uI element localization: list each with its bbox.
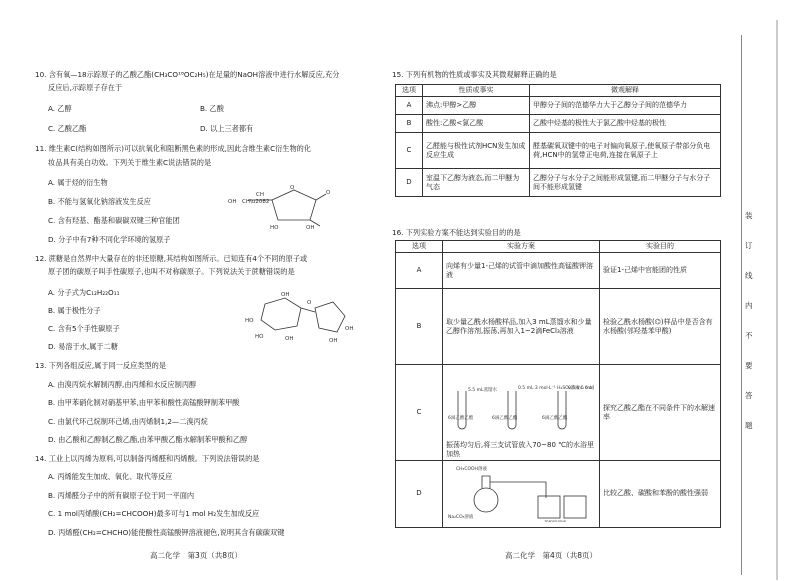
seal-line xyxy=(776,20,778,580)
q15-row-b-exp: 乙酸中烃基的极性大于氯乙酸中烃基的极性 xyxy=(530,115,721,133)
q15-row-d-fact: 室温下乙醇为液态,而二甲醚为气态 xyxy=(423,169,530,197)
q16-row-c-option: C xyxy=(396,365,443,461)
q16-row-d-goal: 比较乙酸、碳酸和苯酚的酸性强弱 xyxy=(600,461,721,527)
q15-row-c-exp: 醛基碳氧双键中的电子对偏向氧原子,使氧原子带部分负电荷,HCN中的氢带正电荷,连接在氧原子上 xyxy=(530,133,721,169)
q14-option-d: D. 丙烯醛(CH₂=CHCHO)能使酸性高锰酸钾溶液褪色,说明其含有碳碳双键 xyxy=(48,528,285,537)
binding-note-char-2: 订 xyxy=(745,241,753,250)
c-label-acid: 0.5 mL 3 mol·L⁻¹ H₂SO₄溶液 5 mL xyxy=(518,386,593,392)
q16-header-option: 选项 xyxy=(396,241,443,253)
q15-row-a-fact: 沸点:甲醇>乙醇 xyxy=(423,97,530,115)
q13-option-d: D. 由乙酸和乙醇制乙酸乙酯,由苯甲酸乙酯水解制苯甲酸和乙醇 xyxy=(48,435,248,444)
svg-text:O: O xyxy=(290,185,295,191)
svg-text:OH: OH xyxy=(281,292,290,298)
svg-text:OH: OH xyxy=(228,199,237,205)
vitamin-c-structure-diagram xyxy=(228,180,348,230)
q16-header-goal: 实验目的 xyxy=(600,241,721,253)
q10-option-a: A. 乙醇 xyxy=(48,104,72,113)
q11-option-a: A. 属于烃的衍生物 xyxy=(48,178,108,187)
binding-note-char-6: 要 xyxy=(745,361,753,370)
q16-table xyxy=(395,240,721,528)
svg-text:OH: OH xyxy=(285,336,294,342)
svg-text:OH: OH xyxy=(329,338,338,344)
binding-note-char-8: 题 xyxy=(745,421,753,430)
q16-row-d-option: D xyxy=(396,461,443,527)
q13-option-b: B. 由甲苯硝化制对硝基甲苯,由甲苯和酸性高锰酸钾制苯甲酸 xyxy=(48,398,240,407)
q14-option-c: C. 1 mol丙烯酸(CH₂=CHCOOH)最多可与1 mol H₂发生加成反应 xyxy=(48,509,260,518)
q10-option-b: B. 乙酸 xyxy=(200,104,224,113)
q15-row-c-fact: 乙醛能与极性试剂HCN发生加成反应生成 xyxy=(423,133,530,169)
svg-text:OH: OH xyxy=(345,326,354,332)
q16-row-b-plan: 取少量乙酰水杨酸样品,加入3 mL蒸馏水和少量乙醇作溶剂,振荡,再加入1~2滴FeCl₃溶液 xyxy=(443,289,600,365)
q16-row-b-goal2: )样品中是否含有水杨酸(邻羟基苯甲酸) xyxy=(603,317,713,335)
aspirin-structure-icon: ⌬ xyxy=(654,317,661,326)
q16-row-a-plan: 向烯有少量1-己烯的试管中滴加酸性高锰酸钾溶液 xyxy=(443,253,600,289)
q11-option-c: C. 含有羟基、酯基和碳碳双键三种官能团 xyxy=(48,216,180,225)
q16-row-c-goal: 探究乙酸乙酯在不同条件下的水解速率 xyxy=(600,365,721,461)
c-label-base: 0.5 mL 6 m xyxy=(568,386,594,392)
q16-row-c-plan: 振荡均匀后,将三支试管放入70~80 ℃的水浴里加热 xyxy=(446,440,594,458)
q16-row-b-option: B xyxy=(396,289,443,365)
q15-header-explanation: 微观解释 xyxy=(530,85,721,97)
q11-option-d: D. 分子中有7种不同化学环境的氢原子 xyxy=(48,235,171,244)
q15-row-b-fact: 酸性:乙酸<氯乙酸 xyxy=(423,115,530,133)
q12-option-c: C. 含有5个手性碳原子 xyxy=(48,324,120,333)
q15-header-fact: 性质或事实 xyxy=(423,85,530,97)
q15-row-a-exp: 甲醇分子间的范德华力大于乙醇分子间的范德华力 xyxy=(530,97,721,115)
svg-text:CH: CH xyxy=(256,192,264,198)
svg-text:O: O xyxy=(307,300,312,306)
q11-line2: 妆品具有美白功效。下列关于维生素C说法错误的是 xyxy=(48,158,212,167)
svg-text:OH: OH xyxy=(306,225,315,230)
d-label-na2co3: Na₂CO₃溶液 xyxy=(448,515,474,521)
svg-text:CH\u2082: CH\u2082 xyxy=(242,199,270,205)
svg-text:O: O xyxy=(326,190,331,196)
binding-note-char-3: 线 xyxy=(745,271,753,280)
hydrolysis-test-tubes-diagram xyxy=(446,381,594,437)
left-page-footer: 高二化学 第3页（共8页） xyxy=(150,551,243,560)
q15-row-b-option: B xyxy=(396,115,423,133)
q10-option-c: C. 乙酸乙酯 xyxy=(48,124,87,133)
q16-row-a-option: A xyxy=(396,253,443,289)
svg-text:HO: HO xyxy=(255,334,264,340)
q14-option-a: A. 丙烯能发生加成、氧化、取代等反应 xyxy=(48,472,173,481)
q16-row-b-goal-cell xyxy=(600,289,721,365)
c-label-ester-3: 6滴乙酸乙酯 xyxy=(542,416,568,422)
right-page-footer: 高二化学 第4页（共8页） xyxy=(505,551,598,560)
q13-option-a: A. 由溴丙烷水解制丙醇,由丙烯和水反应制丙醇 xyxy=(48,380,197,389)
d-label-phenol xyxy=(544,519,567,522)
q16-row-b-goal: 检验乙酰水杨酸( xyxy=(603,317,655,326)
q14-line1: 14. 工业上以丙烯为原料,可以制备丙烯醛和丙烯酸。下列说法错误的是 xyxy=(35,454,260,463)
q12-line1: 12. 蔗糖是自然界中大量存在的非还原糖,其结构如图所示。已知连有4个不同的原子或 xyxy=(35,254,308,263)
q15-row-a-option: A xyxy=(396,97,423,115)
q14-option-b: B. 丙烯醛分子中的所有碳原子位于同一平面内 xyxy=(48,491,195,500)
c-label-ester-1: 6滴乙酸乙酯 xyxy=(448,416,474,422)
q16-row-c-plan-cell xyxy=(443,365,600,461)
q11-option-b: B. 不能与氢氧化钠溶液发生反应 xyxy=(48,197,151,206)
q15-title: 15. 下列有机物的性质或事实及其微观解释正确的是 xyxy=(392,70,557,79)
binding-note-char-1: 装 xyxy=(745,211,753,220)
c-label-water: 5.5 mL蒸馏水 xyxy=(468,388,497,394)
q16-row-a-goal: 验证1-己烯中官能团的性质 xyxy=(600,253,721,289)
binding-note-char-5: 不 xyxy=(745,331,753,340)
binding-note-char-4: 内 xyxy=(745,301,753,310)
q15-header-option: 选项 xyxy=(396,85,423,97)
c-label-ester-2: 6滴乙酸乙酯 xyxy=(492,416,518,422)
q11-line1: 11. 维生素C(结构如图所示)可以抗氧化和阻断黑色素的形成,因此含维生素C衍生物的化 xyxy=(35,144,312,153)
binding-note-char-7: 答 xyxy=(745,391,753,400)
q12-option-d: D. 易溶于水,属于二糖 xyxy=(48,342,118,351)
q15-row-d-exp: 乙醇分子与水分子之间能形成氢键,而二甲醚分子与水分子间不能形成氢键 xyxy=(530,169,721,197)
q13-line1: 13. 下列各组反应,属于同一反应类型的是 xyxy=(35,361,167,370)
q16-row-d-plan-cell xyxy=(443,461,600,527)
q10-option-d: D. 以上三者都有 xyxy=(200,124,254,133)
svg-text:HO: HO xyxy=(245,318,254,324)
q15-row-c-option: C xyxy=(396,133,423,169)
q15-row-d-option: D xyxy=(396,169,423,197)
q16-header-plan: 实验方案 xyxy=(443,241,600,253)
q15-table xyxy=(395,84,721,197)
svg-text:HO: HO xyxy=(270,225,279,230)
q13-option-c: C. 由氯代环己烷制环己烯,由丙烯制1,2—二溴丙烷 xyxy=(48,417,208,426)
q16-title: 16. 下列实验方案不能达到实验目的的是 xyxy=(392,228,521,237)
q12-line2: 原子团的碳原子叫手性碳原子,也叫不对称碳原子。下列说法关于蔗糖错误的是 xyxy=(48,267,295,276)
q12-option-b: B. 属于极性分子 xyxy=(48,306,101,315)
sucrose-structure-diagram xyxy=(245,290,365,348)
q12-option-a: A. 分子式为C₁₂H₂₂O₁₁ xyxy=(48,288,120,297)
d-label-acetic: CH₃COOH溶液 xyxy=(456,467,487,473)
acid-strength-apparatus-diagram xyxy=(446,462,594,522)
q10-line2: 反应后,示踪原子存在于 xyxy=(48,83,123,92)
q10-line1: 10. 含有氧—18示踪原子的乙酸乙酯(CH₃CO¹⁸OC₂H₅)在足量的NaOH溶液中进行水解反应,充分 xyxy=(35,70,340,79)
